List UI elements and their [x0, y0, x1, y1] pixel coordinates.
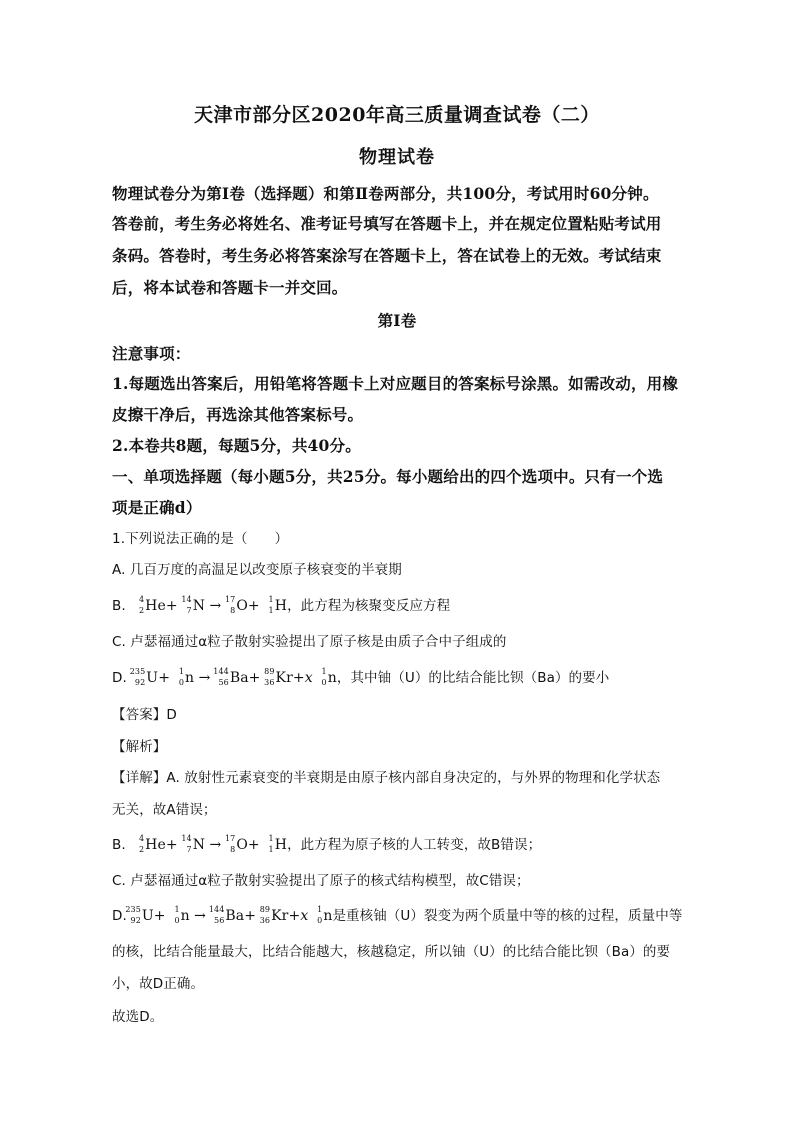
part-one-line-1: 一、单项选择题（每小题5分，共25分。每小题给出的四个选项中。只有一个选: [112, 467, 664, 486]
he-nuclide: 4 2: [138, 595, 145, 615]
section-heading: 第Ⅰ卷: [377, 311, 417, 330]
option-d: D. 235 92 U+ 1 0 n → 144 56 Ba+ 89 36 Kr+x 1 0 n，其中铀（U）的比结合能比钡（Ba）的要小: [112, 667, 610, 687]
intro-line-1: 物理试卷分为第Ⅰ卷（选择题）和第Ⅱ卷两部分，共100分，考试用时60分钟。: [112, 184, 659, 203]
option-d-text: ，其中铀（U）的比结合能比钡（Ba）的要小: [336, 670, 610, 686]
notes-title: 注意事项：: [112, 344, 191, 363]
analysis-label: 【解析】: [112, 739, 167, 755]
detail-d: D. 235 92 U+ 1 0 n → 144 56 Ba+ 89 36 Kr+x 1 0 n是重核铀（U）裂变为两个质量中等的核的过程，质量中等: [112, 905, 683, 925]
detail-c: C. 卢瑟福通过α粒子散射实验提出了原子的核式结构模型，故C错误；: [112, 873, 530, 889]
detail-b: B. 4 2 He+ 14 7 N → 17 8 O+ 1 1 H，此方程为原子核的人工转变，故B错误；: [112, 834, 542, 854]
detail-line-1: 【详解】A. 放射性元素衰变的半衰期是由原子核内部自身决定的，与外界的物理和化学状态: [112, 770, 661, 786]
ba144-nuclide: 144 56: [213, 667, 229, 687]
page-title: 天津市部分区2020年高三质量调查试卷（二）: [194, 104, 600, 126]
intro-line-2: 答卷前，考生务必将姓名、准考证号填写在答题卡上，并在规定位置粘贴考试用: [112, 214, 662, 233]
o17-nuclide: 17 8: [224, 595, 236, 615]
option-a: A. 几百万度的高温足以改变原子核衰变的半衰期: [112, 562, 402, 578]
detail-d-line-2: 的核，比结合能量最大，比结合能越大，核越稳定，所以铀（U）的比结合能比钡（Ba）的要: [112, 944, 671, 960]
part-one-line-2: 项是正确d）: [112, 498, 202, 517]
answer: 【答案】D: [112, 707, 177, 723]
detail-u235-nuclide: 235 92: [125, 905, 141, 925]
question-stem: 1.下列说法正确的是（ ）: [112, 531, 289, 547]
detail-kr89-nuclide: 89 36: [259, 905, 271, 925]
conclusion: 故选D。: [112, 1009, 164, 1025]
detail-line-2: 无关，故A错误；: [112, 802, 217, 818]
note-line-3: 2.本卷共8题，每题5分，共40分。: [112, 436, 361, 455]
kr89-nuclide: 89 36: [264, 667, 275, 687]
u235-nuclide: 235 92: [129, 667, 146, 687]
option-d-label: D.: [112, 670, 127, 686]
option-c: C. 卢瑟福通过α粒子散射实验提出了原子核是由质子合中子组成的: [112, 634, 507, 650]
n14-nuclide: 14 7: [181, 595, 192, 615]
detail-he-nuclide: 4 2: [138, 834, 145, 854]
note-line-2: 皮擦干净后，再选涂其他答案标号。: [112, 405, 364, 424]
detail-n14-nuclide: 14 7: [181, 834, 192, 854]
detail-neutron-nuclide-2: 1 0: [317, 905, 323, 925]
neutron-nuclide-2: 1 0: [321, 667, 327, 687]
neutron-nuclide: 1 0: [178, 667, 185, 687]
intro-line-3: 条码。答卷时，考生务必将答案涂写在答题卡上，答在试卷上的无效。考试结束: [112, 246, 662, 265]
detail-ba144-nuclide: 144 56: [208, 905, 225, 925]
page-subtitle: 物理试卷: [359, 147, 435, 168]
detail-o17-nuclide: 17 8: [224, 834, 236, 854]
option-b: B. 4 2 He+ 14 7 N → 17 8 O+ 1 1 H，此方程为核聚变反应方程: [112, 595, 451, 615]
note-line-1: 1.每题选出答案后，用铅笔将答题卡上对应题目的答案标号涂黑。如需改动，用橡: [112, 374, 679, 393]
option-b-text: ，此方程为核聚变反应方程: [287, 598, 451, 614]
intro-line-4: 后，将本试卷和答题卡一并交回。: [112, 278, 348, 297]
option-b-label: B.: [112, 598, 126, 614]
detail-neutron-nuclide: 1 0: [174, 905, 180, 925]
detail-h1-nuclide: 1 1: [268, 834, 274, 854]
h1-nuclide: 1 1: [268, 595, 274, 615]
detail-d-line-3: 小，故D正确。: [112, 976, 205, 992]
